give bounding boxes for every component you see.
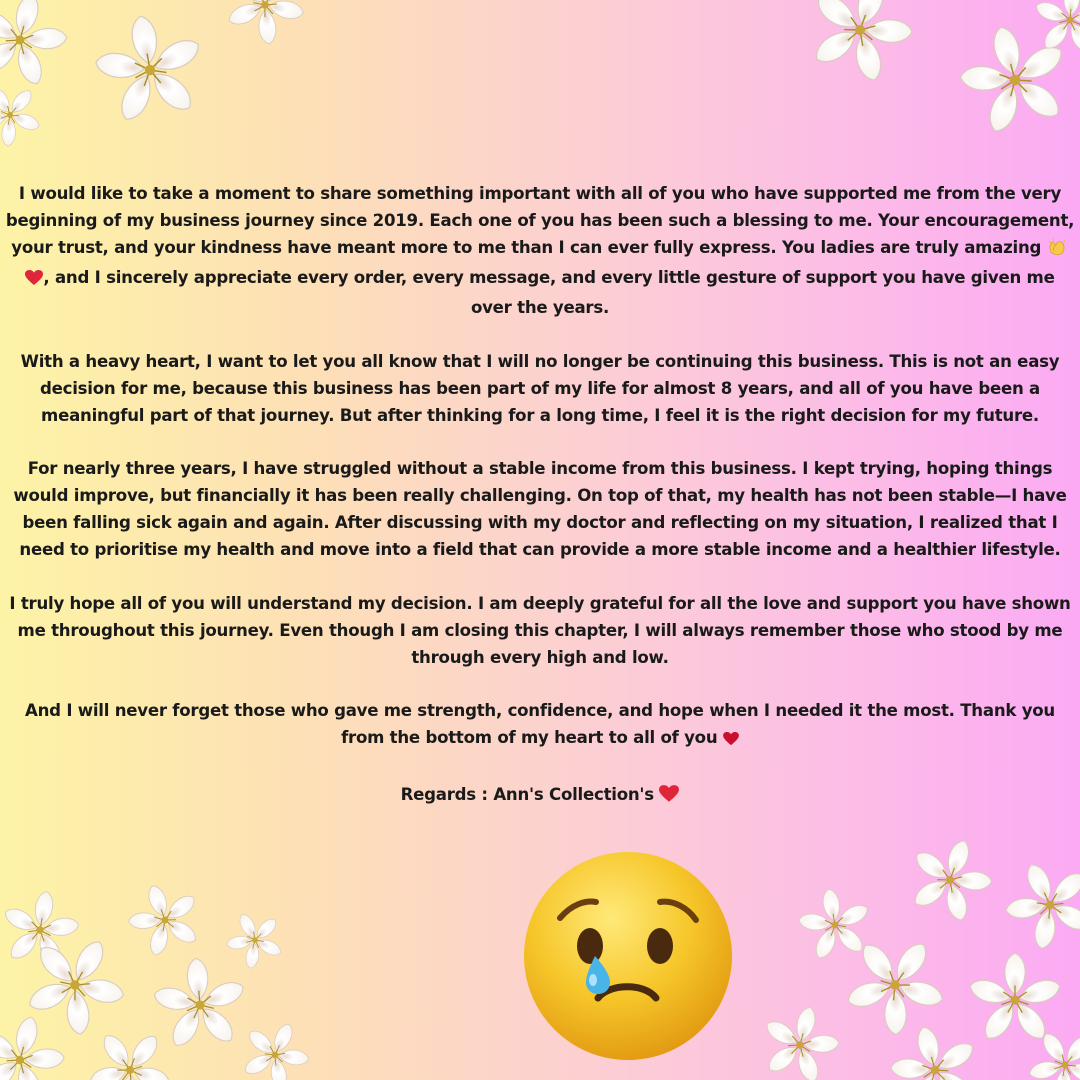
paragraph-reasons: For nearly three years, I have struggled without a stable income from this business. I kept trying, hoping things would improve, but financially it has been really challenging. On top of that, my health has not been stable—I have been falling sick again and again. After discussing with my doctor and reflecting on my situation, I realized that I need to prioritise my health and move into a field that can provide a more stable income and a healthier lifestyle. [13,459,1067,559]
paragraph-thanks: And I will never forget those who gave me strength, confidence, and hope when I needed it the most. Thank you from the bottom of my heart to all of you [4,697,1076,754]
red-heart-icon [723,727,739,754]
red-heart-icon [25,267,43,294]
clapping-hands-icon [1047,237,1069,264]
paragraph-gratitude: I would like to take a moment to share something important with all of you who have supported me from the very beginning of my business journey since 2019. Each one of you has been such a blessing to me. Your encouragement, your trust, and your kindness have meant more to me than I can ever fully express. You ladies are truly amazing , and I sincerely appreciate every order, every message, and every little gesture of support you have given me over the years. [5,184,1075,317]
crying-face-icon [520,848,736,1064]
paragraph-announcement: With a heavy heart, I want to let you all know that I will no longer be continuing this business. This is not an easy decision for me, because this business has been part of my life for almost 8 years, and all of you have been a meaningful part of that journey. But after thinking for a long time, I feel it is the right decision for my future. [20,351,1060,425]
message-body [4,180,1076,837]
paragraph-hope: I truly hope all of you will understand my decision. I am deeply grateful for all the love and support you have shown me throughout this journey. Even though I am closing this chapter, I will always remember those who stood by me through every high and low. [9,593,1071,667]
red-heart-icon [659,784,679,811]
signature: Regards : Ann's Collection's [4,781,1076,811]
